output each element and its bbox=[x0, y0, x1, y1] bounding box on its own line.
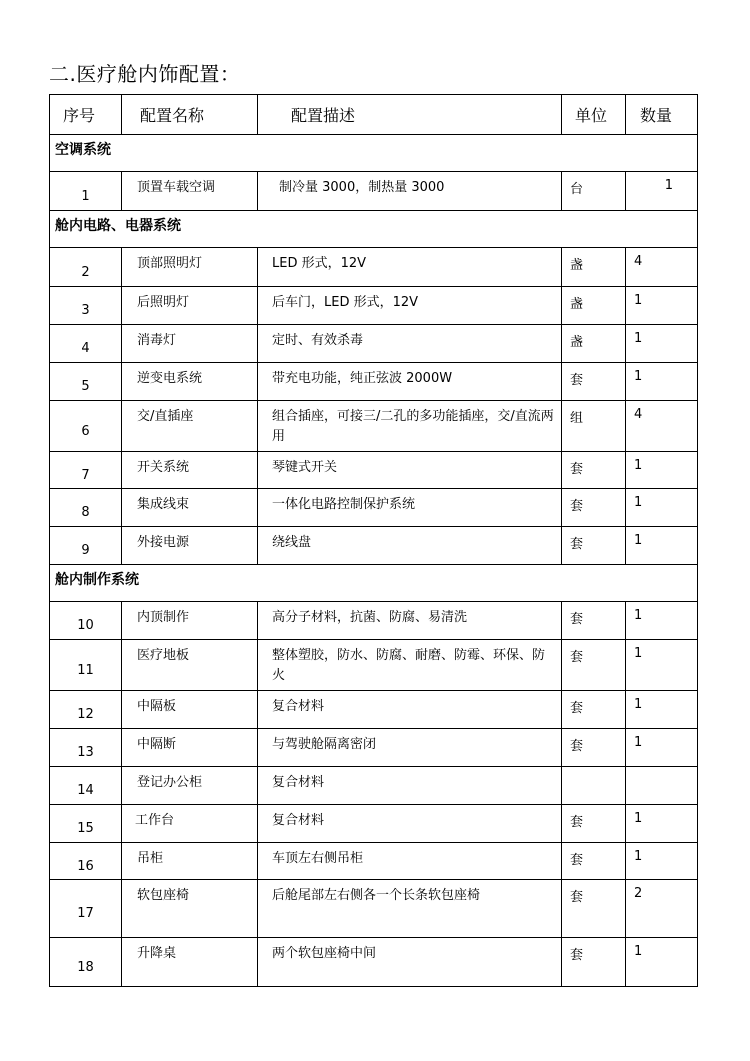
header-desc: 配置描述 bbox=[258, 95, 562, 135]
cell-unit: 套 bbox=[562, 843, 626, 880]
cell-no: 1 bbox=[50, 172, 122, 211]
cell-unit: 套 bbox=[562, 880, 626, 938]
cell-qty: 1 bbox=[626, 452, 698, 489]
table-row bbox=[50, 640, 698, 691]
cell-name: 逆变电系统 bbox=[122, 363, 258, 401]
page-title: 二.医疗舱内饰配置： bbox=[49, 62, 241, 86]
cell-qty: 1 bbox=[626, 938, 698, 987]
cell-no: 16 bbox=[50, 843, 122, 880]
cell-name: 中隔板 bbox=[122, 691, 258, 729]
cell-qty: 1 bbox=[626, 691, 698, 729]
cell-no: 12 bbox=[50, 691, 122, 729]
cell-qty: 1 bbox=[626, 640, 698, 691]
cell-name: 开关系统 bbox=[122, 452, 258, 489]
cell-name: 消毒灯 bbox=[122, 325, 258, 363]
cell-no: 10 bbox=[50, 602, 122, 640]
header-name: 配置名称 bbox=[122, 95, 258, 135]
cell-no: 5 bbox=[50, 363, 122, 401]
table-row bbox=[50, 843, 698, 880]
table-row bbox=[50, 880, 698, 938]
section-label: 空调系统 bbox=[55, 142, 111, 158]
table-row bbox=[50, 287, 698, 325]
section-label: 舱内制作系统 bbox=[55, 572, 139, 588]
cell-unit: 套 bbox=[562, 640, 626, 691]
section-row bbox=[50, 211, 698, 248]
cell-desc: 后车门，LED 形式，12V bbox=[258, 287, 562, 325]
cell-qty: 1 bbox=[626, 325, 698, 363]
cell-desc: 车顶左右侧吊柜 bbox=[258, 843, 562, 880]
cell-qty: 1 bbox=[626, 489, 698, 527]
cell-name: 外接电源 bbox=[122, 527, 258, 565]
cell-name: 交/直插座 bbox=[122, 401, 258, 452]
section-row bbox=[50, 135, 698, 172]
cell-no: 2 bbox=[50, 248, 122, 287]
cell-desc: 整体塑胶，防水、防腐、耐磨、防霉、环保、防火 bbox=[258, 640, 562, 691]
cell-qty: 1 bbox=[626, 729, 698, 767]
cell-no: 13 bbox=[50, 729, 122, 767]
header-qty: 数量 bbox=[626, 95, 698, 135]
cell-unit: 套 bbox=[562, 805, 626, 843]
cell-unit bbox=[562, 767, 626, 805]
cell-desc: 与驾驶舱隔离密闭 bbox=[258, 729, 562, 767]
cell-name: 后照明灯 bbox=[122, 287, 258, 325]
cell-name: 吊柜 bbox=[122, 843, 258, 880]
cell-name: 工作台 bbox=[122, 805, 258, 843]
table-row bbox=[50, 325, 698, 363]
table-row bbox=[50, 363, 698, 401]
cell-qty: 1 bbox=[626, 843, 698, 880]
header-no: 序号 bbox=[50, 95, 122, 135]
table-row bbox=[50, 401, 698, 452]
table-row bbox=[50, 805, 698, 843]
cell-no: 15 bbox=[50, 805, 122, 843]
cell-desc: 绕线盘 bbox=[258, 527, 562, 565]
cell-name: 内顶制作 bbox=[122, 602, 258, 640]
cell-desc: 后舱尾部左右侧各一个长条软包座椅 bbox=[258, 880, 562, 938]
cell-name: 中隔断 bbox=[122, 729, 258, 767]
cell-name: 软包座椅 bbox=[122, 880, 258, 938]
cell-desc: 复合材料 bbox=[258, 691, 562, 729]
table-row bbox=[50, 489, 698, 527]
table-row bbox=[50, 938, 698, 987]
cell-desc: 琴键式开关 bbox=[258, 452, 562, 489]
cell-no: 6 bbox=[50, 401, 122, 452]
cell-name: 顶置车载空调 bbox=[122, 172, 258, 211]
cell-no: 3 bbox=[50, 287, 122, 325]
section-row bbox=[50, 565, 698, 602]
cell-qty: 1 bbox=[626, 602, 698, 640]
cell-unit: 套 bbox=[562, 527, 626, 565]
table-header-row bbox=[50, 95, 698, 135]
cell-no: 9 bbox=[50, 527, 122, 565]
cell-no: 18 bbox=[50, 938, 122, 987]
table-row bbox=[50, 248, 698, 287]
table-row bbox=[50, 602, 698, 640]
cell-desc: 带充电功能，纯正弦波 2000W bbox=[258, 363, 562, 401]
cell-name: 登记办公柜 bbox=[122, 767, 258, 805]
cell-desc: 组合插座，可接三/二孔的多功能插座，交/直流两用 bbox=[258, 401, 562, 452]
cell-no: 11 bbox=[50, 640, 122, 691]
cell-unit: 套 bbox=[562, 489, 626, 527]
cell-no: 7 bbox=[50, 452, 122, 489]
cell-desc: 制冷量 3000，制热量 3000 bbox=[258, 172, 562, 211]
config-table bbox=[49, 94, 698, 987]
cell-unit: 盏 bbox=[562, 325, 626, 363]
cell-desc: 两个软包座椅中间 bbox=[258, 938, 562, 987]
table-row bbox=[50, 729, 698, 767]
header-unit: 单位 bbox=[562, 95, 626, 135]
cell-unit: 套 bbox=[562, 691, 626, 729]
cell-unit: 套 bbox=[562, 452, 626, 489]
cell-desc: 一体化电路控制保护系统 bbox=[258, 489, 562, 527]
cell-name: 集成线束 bbox=[122, 489, 258, 527]
cell-no: 8 bbox=[50, 489, 122, 527]
cell-name: 顶部照明灯 bbox=[122, 248, 258, 287]
cell-no: 14 bbox=[50, 767, 122, 805]
section-label: 舱内电路、电器系统 bbox=[55, 218, 181, 234]
cell-qty: 4 bbox=[626, 248, 698, 287]
cell-qty: 1 bbox=[626, 172, 698, 211]
table-row bbox=[50, 527, 698, 565]
cell-no: 4 bbox=[50, 325, 122, 363]
cell-unit: 套 bbox=[562, 938, 626, 987]
cell-unit: 盏 bbox=[562, 248, 626, 287]
cell-qty bbox=[626, 767, 698, 805]
cell-qty: 1 bbox=[626, 805, 698, 843]
cell-desc: 复合材料 bbox=[258, 767, 562, 805]
table-row bbox=[50, 767, 698, 805]
cell-qty: 1 bbox=[626, 527, 698, 565]
table-row bbox=[50, 452, 698, 489]
cell-name: 医疗地板 bbox=[122, 640, 258, 691]
cell-unit: 套 bbox=[562, 363, 626, 401]
cell-qty: 4 bbox=[626, 401, 698, 452]
table-row bbox=[50, 172, 698, 211]
cell-desc: 定时、有效杀毒 bbox=[258, 325, 562, 363]
cell-unit: 套 bbox=[562, 729, 626, 767]
cell-desc: LED 形式，12V bbox=[258, 248, 562, 287]
cell-unit: 台 bbox=[562, 172, 626, 211]
cell-qty: 1 bbox=[626, 363, 698, 401]
cell-unit: 套 bbox=[562, 602, 626, 640]
cell-unit: 组 bbox=[562, 401, 626, 452]
cell-desc: 高分子材料，抗菌、防腐、易清洗 bbox=[258, 602, 562, 640]
cell-no: 17 bbox=[50, 880, 122, 938]
table-row bbox=[50, 691, 698, 729]
cell-name: 升降桌 bbox=[122, 938, 258, 987]
cell-desc: 复合材料 bbox=[258, 805, 562, 843]
cell-qty: 1 bbox=[626, 287, 698, 325]
cell-unit: 盏 bbox=[562, 287, 626, 325]
cell-qty: 2 bbox=[626, 880, 698, 938]
